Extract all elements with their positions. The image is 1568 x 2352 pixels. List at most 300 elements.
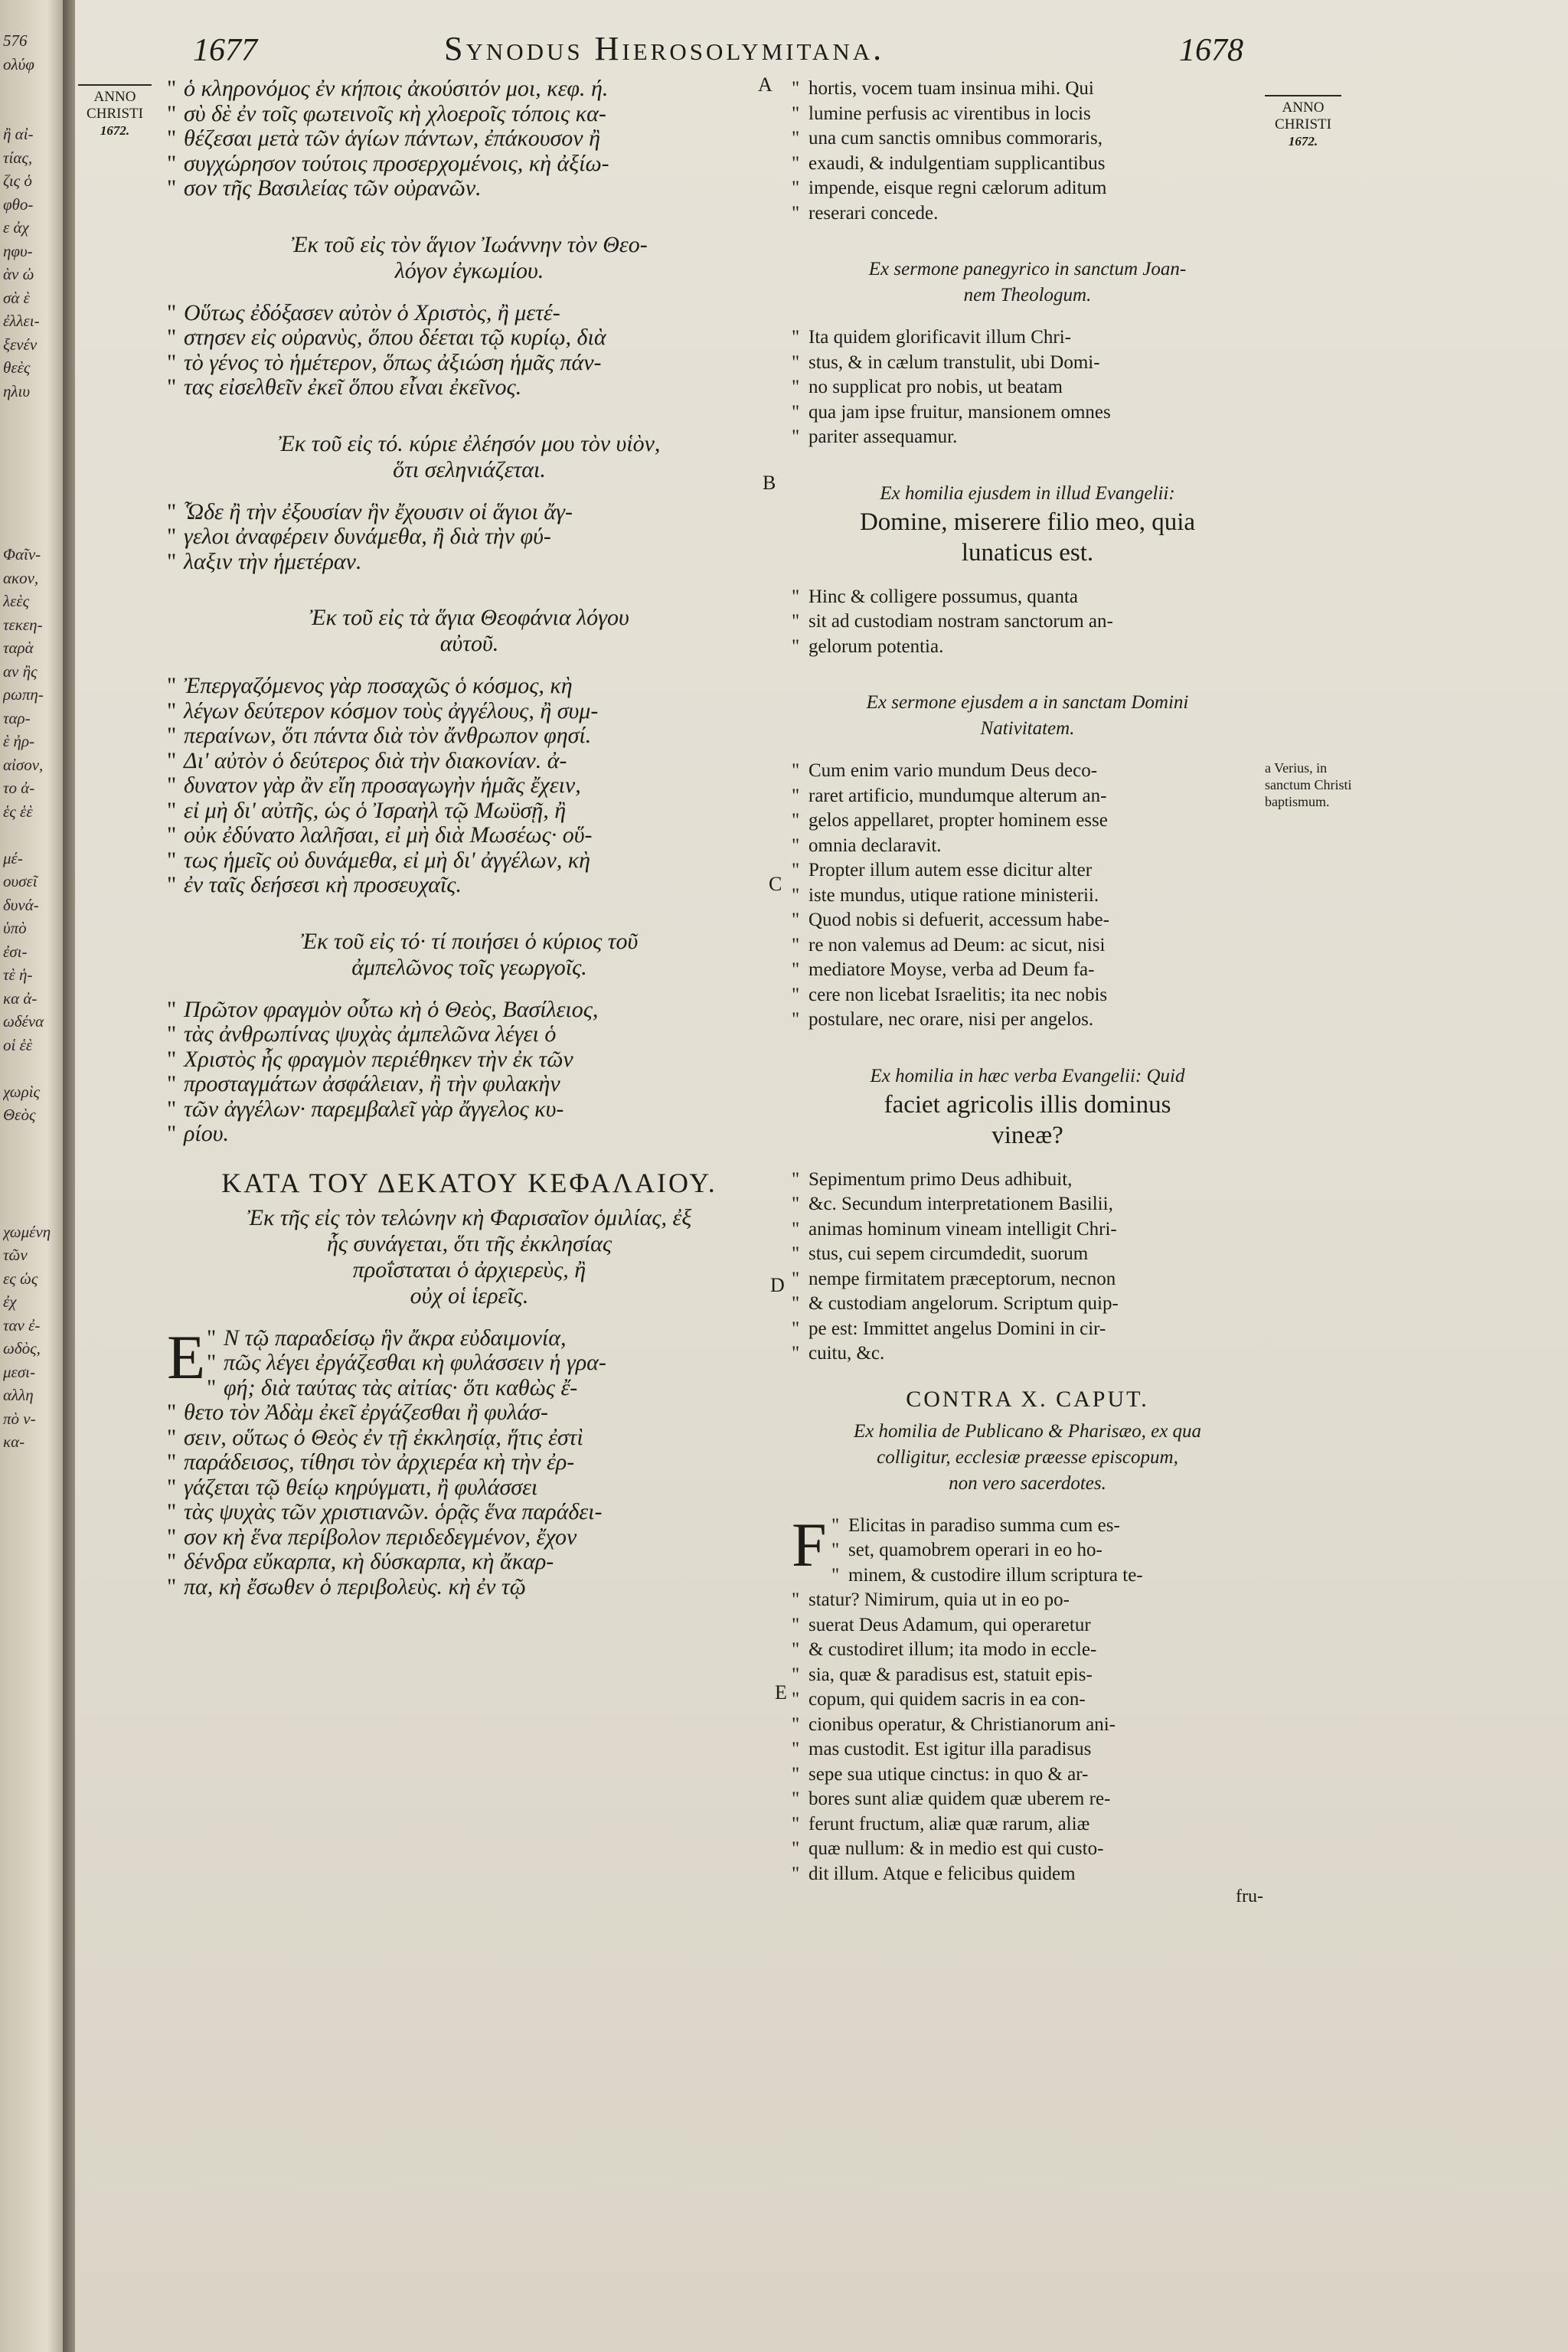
- christi-label: CHRISTI: [1275, 116, 1331, 132]
- quote-mark: ": [167, 997, 177, 1022]
- line-text: stus, cui sepem circumdedit, suorum: [808, 1243, 1089, 1264]
- greek-chapter-subtitle: [167, 1205, 772, 1309]
- line-text: Nativitatem.: [980, 718, 1075, 739]
- quote-mark: ": [167, 1425, 177, 1450]
- prev-page-fragment: κα ἀ-: [3, 988, 38, 1008]
- quote-mark: ": [792, 1863, 800, 1884]
- column-number-right: 1678: [1179, 33, 1243, 68]
- prev-page-fragment: [3, 403, 63, 426]
- quote-mark: ": [167, 151, 177, 176]
- line-text: pe est: Immittet angelus Domini in cir-: [808, 1318, 1106, 1339]
- line-text: εἰ μὴ δι' αὐτῆς, ὡς ὁ Ἰσραὴλ τῷ Μωϋσῇ, ἢ: [184, 798, 567, 823]
- prev-page-fragment: [3, 76, 63, 100]
- text-line: [792, 1787, 1263, 1812]
- text-line: [167, 1500, 772, 1525]
- quote-mark: ": [167, 1500, 177, 1524]
- quote-mark: ": [167, 798, 177, 823]
- line-text: lunaticus est.: [961, 538, 1094, 567]
- quote-mark: ": [792, 934, 800, 956]
- text-line: [792, 400, 1263, 426]
- quote-mark: ": [167, 549, 177, 574]
- text-line: [792, 1737, 1263, 1762]
- prev-page-fragment: τίας,: [3, 148, 33, 167]
- line-text: περαίνων, ὅτι πάντα διὰ τὸν ἄνθρωπον φησί.: [184, 724, 592, 748]
- latin-heading-5: [792, 1063, 1263, 1151]
- text-line: [167, 1097, 772, 1122]
- quote-mark: ": [792, 1689, 800, 1710]
- latin-column: [792, 77, 1263, 1907]
- quote-mark: ": [831, 1514, 840, 1536]
- text-line: [167, 457, 772, 483]
- quote-mark: ": [792, 1838, 800, 1859]
- text-line: [792, 1638, 1263, 1663]
- latin-chapter-subtitle: [792, 1419, 1263, 1497]
- line-text: ἧς συνάγεται, ὅτι τῆς ἐκκλησίας: [326, 1230, 612, 1256]
- quote-mark: ": [792, 1243, 800, 1264]
- prev-page-fragment: σὰ ὲ: [3, 288, 30, 307]
- line-text: minem, & custodire illum scriptura te-: [848, 1564, 1143, 1586]
- text-line: [792, 609, 1263, 635]
- prev-page-fragment: αἰσον,: [3, 755, 44, 774]
- line-text: Cum enim vario mundum Deus deco-: [808, 760, 1098, 781]
- greek-block-4: [167, 674, 772, 898]
- text-line: [167, 1283, 772, 1309]
- text-line: [792, 716, 1263, 742]
- line-text: προΐσταται ὁ ἀρχιερεὺς, ἢ: [352, 1256, 586, 1282]
- text-line: [792, 1663, 1263, 1688]
- line-text: τὰς ἀνθρωπίνας ψυχὰς ἀμπελῶνα λέγει ὁ: [184, 1022, 557, 1047]
- text-line: [207, 1351, 772, 1376]
- text-line: [167, 1575, 772, 1600]
- line-text: suerat Deus Adamum, qui operaretur: [808, 1614, 1091, 1635]
- latin-drop-cap: F: [792, 1509, 827, 1579]
- text-line: [792, 375, 1263, 400]
- line-text: αὐτοῦ.: [439, 631, 499, 656]
- line-text: λέγων δεύτερον κόσμον τοὺς ἀγγέλους, ἢ συμ-: [184, 698, 599, 724]
- line-text: statur? Nimirum, quia ut in eo po-: [808, 1589, 1070, 1610]
- text-line: [792, 283, 1263, 309]
- line-text: ἐν ταῖς δεήσεσι κὴ προσευχαῖς.: [184, 873, 462, 897]
- text-line: [792, 1217, 1263, 1243]
- line-text: ρίου.: [184, 1122, 230, 1146]
- prev-page-fragment: ὰν ὠ: [3, 265, 34, 283]
- text-line: [831, 1514, 1263, 1539]
- line-text: Ἐκ τοῦ εἰς τό· τί ποιήσει ὁ κύριος τοῦ: [300, 928, 639, 954]
- quote-mark: ": [792, 611, 800, 632]
- text-line: [167, 176, 772, 201]
- line-text: exaudi, & indulgentiam supplicantibus: [808, 152, 1106, 174]
- quote-mark: ": [167, 1524, 177, 1550]
- quote-mark: ": [167, 724, 177, 748]
- line-text: ferunt fructum, aliæ quæ rarum, aliæ: [808, 1813, 1090, 1834]
- text-line: [792, 1419, 1263, 1445]
- text-line: [167, 152, 772, 177]
- previous-page-fragments: [3, 29, 63, 1454]
- text-line: [167, 431, 772, 457]
- quote-mark: ": [167, 524, 177, 549]
- line-text: cionibus operatur, & Christianorum ani-: [808, 1713, 1116, 1735]
- column-number-left: 1677: [193, 33, 257, 68]
- text-line: [167, 1400, 772, 1426]
- line-text: τῶν ἀγγέλων· παρεμβαλεῖ γὰρ ἄγγελος κυ-: [184, 1096, 564, 1122]
- quote-mark: ": [792, 152, 800, 174]
- text-line: [167, 605, 772, 631]
- text-line: [167, 1072, 772, 1097]
- greek-block-6-lines: [167, 1321, 772, 1600]
- text-line: [792, 1713, 1263, 1738]
- text-line: [792, 983, 1263, 1008]
- line-text: οὐχ οἱ ἱερεῖς.: [410, 1282, 529, 1308]
- latin-heading-3-big: [792, 507, 1263, 568]
- line-text: Ex sermone panegyrico in sanctum Joan-: [868, 259, 1187, 279]
- line-text: ὅτι σεληνιάζεται.: [393, 456, 546, 482]
- prev-page-fragment: δυνά-: [3, 895, 39, 914]
- quote-mark: ": [792, 1813, 800, 1834]
- quote-mark: ": [167, 1072, 177, 1096]
- line-text: Ita quidem glorificavit illum Chri-: [808, 327, 1071, 348]
- latin-chapter-title: CONTRA X. CAPUT.: [906, 1386, 1149, 1412]
- line-text: τως ἡμεῖς οὐ δυνάμεθα, εἰ μὴ δι' ἀγγέλων, κὴ: [184, 848, 591, 873]
- quote-mark: ": [167, 873, 177, 897]
- latin-heading-2: [792, 256, 1263, 309]
- text-line: [792, 908, 1263, 933]
- quote-mark: ": [167, 375, 177, 400]
- line-text: set, quamobrem operari in eo ho-: [848, 1540, 1102, 1560]
- text-line: [792, 1862, 1263, 1887]
- text-line: [792, 958, 1263, 983]
- quote-mark: ": [792, 1639, 800, 1660]
- latin-block-3: [792, 585, 1263, 660]
- line-text: Domine, miserere filio meo, quia: [859, 508, 1196, 536]
- line-text: Ν τῷ παραδείσῳ ἣν ἄκρα εὐδαιμονία,: [224, 1325, 567, 1351]
- text-line: [167, 325, 772, 351]
- text-line: [207, 1376, 772, 1401]
- prev-page-fragment: ακον,: [3, 568, 39, 587]
- quote-mark: ": [792, 1788, 800, 1809]
- line-text: φή; διὰ ταύτας τὰς αἰτίας· ὅτι καθὼς ἔ-: [224, 1375, 578, 1400]
- text-line: [792, 1762, 1263, 1788]
- quote-mark: ": [792, 1589, 800, 1610]
- prev-page-fragment: [3, 1197, 63, 1220]
- text-line: [167, 232, 772, 258]
- quote-mark: ": [792, 351, 800, 373]
- margin-letter-b: B: [763, 472, 776, 494]
- prev-page-fragment: ὲ ἠρ-: [3, 732, 35, 750]
- quote-mark: ": [792, 377, 800, 397]
- line-text: colligitur, ecclesiæ præesse episcopum,: [877, 1446, 1178, 1468]
- text-line: [792, 1063, 1263, 1089]
- text-line: [167, 1022, 772, 1047]
- quote-mark: ": [792, 103, 800, 124]
- prev-page-fragment: ολύφ: [3, 54, 34, 74]
- line-text: Χριστὸς ἧς φραγμὸν περιέθηκεν τὴν ἐκ τῶν: [184, 1047, 573, 1072]
- prev-page-fragment: ξενέν: [3, 335, 38, 354]
- text-line: [792, 1471, 1263, 1497]
- line-text: πῶς λέγει ἐργάζεσθαι κὴ φυλάσσειν ἡ γρα-: [224, 1351, 606, 1375]
- text-line: [792, 1008, 1263, 1033]
- quote-mark: ": [792, 1293, 800, 1314]
- text-line: [792, 1267, 1263, 1292]
- line-text: Ἐκ τοῦ εἰς τὰ ἅγια Θεοφάνια λόγου: [309, 605, 629, 630]
- line-text: iste mundus, utique ratione ministerii.: [808, 884, 1099, 906]
- line-text: σον τῆς Βασιλείας τῶν οὐρανῶν.: [184, 176, 482, 201]
- prev-page-fragment: ταρ-: [3, 708, 31, 727]
- quote-mark: ": [167, 101, 177, 126]
- text-line: [167, 955, 772, 981]
- quote-mark: ": [792, 1713, 800, 1735]
- line-text: δένδρα εὔκαρπα, κὴ δύσκαρπα, κὴ ἄκαρ-: [184, 1550, 554, 1574]
- quote-mark: ": [207, 1325, 217, 1351]
- quote-mark: ": [167, 823, 177, 848]
- prev-page-fragment: ηφυ-: [3, 241, 33, 260]
- anno-year: 1672.: [100, 123, 130, 138]
- text-line: [792, 152, 1263, 177]
- text-line: [167, 724, 772, 749]
- prev-page-fragment: κα-: [3, 1432, 25, 1451]
- text-line: [167, 1426, 772, 1451]
- greek-block-1: [167, 77, 772, 201]
- text-line: [167, 351, 772, 376]
- greek-block-5: [167, 998, 772, 1147]
- quote-mark: ": [792, 202, 800, 224]
- line-text: δυνατον γὰρ ἂν εἴη προσαγωγὴν ἡμᾶς ἔχειν,: [184, 773, 581, 798]
- line-text: Ex homilia in hæc verba Evangelii: Quid: [870, 1065, 1185, 1086]
- line-text: nempe firmitatem præceptorum, necnon: [808, 1268, 1116, 1289]
- prev-page-fragment: [3, 100, 63, 123]
- quote-mark: ": [792, 1664, 800, 1685]
- prev-page-fragment: [3, 520, 63, 544]
- greek-column: [167, 77, 772, 1599]
- line-text: postulare, nec orare, nisi per angelos.: [808, 1009, 1094, 1030]
- quote-mark: ": [167, 1574, 177, 1599]
- line-text: Ἐκ τῆς εἰς τὸν τελώνην κὴ Φαρισαῖον ὁμιλίας, ἐξ: [247, 1204, 692, 1230]
- text-line: [792, 325, 1263, 351]
- text-line: [792, 1837, 1263, 1862]
- text-line: [792, 933, 1263, 959]
- prev-page-fragment: ἑς ἑὲ: [3, 802, 33, 821]
- line-text: παράδεισος, τίθησι τὸν ἀρχιερέα κὴ τὴν ἐρ-: [184, 1450, 575, 1475]
- line-text: una cum sanctis omnibus commoraris,: [808, 128, 1102, 149]
- line-text: Οὕτως ἐδόξασεν αὐτὸν ὁ Χριστὸς, ἢ μετέ-: [184, 300, 560, 325]
- latin-block-1: [792, 77, 1263, 226]
- line-text: Quod nobis si defuerit, accessum habe-: [808, 910, 1109, 930]
- prev-page-fragment: αν ἢς: [3, 662, 38, 681]
- prev-page-fragment: [3, 496, 63, 520]
- line-text: reserari concede.: [808, 202, 939, 224]
- line-text: Ex homilia de Publicano & Pharisæo, ex qua: [853, 1420, 1202, 1442]
- line-text: ὁ κληρονόμος ἐν κήποις ἀκούσιτόν μοι, κεφ. ή.: [184, 77, 609, 101]
- line-text: re non valemus ad Deum: ac sicut, nisi: [808, 934, 1106, 956]
- text-line: [167, 848, 772, 874]
- text-line: [167, 674, 772, 699]
- text-line: [167, 773, 772, 799]
- text-line: [167, 873, 772, 898]
- quote-mark: ": [207, 1375, 217, 1400]
- quote-mark: ": [167, 748, 177, 773]
- text-line: [792, 759, 1263, 784]
- margin-letter-c: C: [769, 873, 782, 895]
- quote-mark: ": [792, 959, 800, 980]
- line-text: ἀμπελῶνος τοῖς γεωργοῖς.: [351, 954, 587, 980]
- prev-page-fragment: ωδὸς,: [3, 1339, 41, 1357]
- quote-mark: ": [207, 1351, 217, 1375]
- line-text: Propter illum autem esse dicitur alter: [808, 860, 1093, 880]
- line-text: Πρῶτον φραγμὸν οὗτω κὴ ὁ Θεὸς, Βασίλειος,: [184, 997, 599, 1022]
- prev-page-fragment: ταν ἐ-: [3, 1315, 41, 1334]
- quote-mark: ": [167, 176, 177, 201]
- text-line: [167, 749, 772, 774]
- text-line: [167, 301, 772, 326]
- latin-block-5: [792, 1168, 1263, 1367]
- quote-mark: ": [792, 910, 800, 930]
- text-line: [167, 500, 772, 525]
- line-text: Sepimentum primo Deus adhibuit,: [808, 1168, 1073, 1190]
- line-text: omnia declaravit.: [808, 835, 942, 856]
- quote-mark: ": [167, 773, 177, 798]
- quote-mark: ": [792, 327, 800, 348]
- prev-page-fragment: [3, 449, 63, 473]
- text-line: [792, 1341, 1263, 1367]
- quote-mark: ": [792, 1763, 800, 1785]
- line-text: & custodiam angelorum. Scriptum quip-: [808, 1293, 1119, 1314]
- greek-block-2: [167, 301, 772, 400]
- running-title: Synodus Hierosolymitana.: [444, 30, 885, 67]
- text-line: [167, 799, 772, 824]
- quote-mark: ": [792, 860, 800, 880]
- anno-year: 1672.: [1288, 134, 1318, 149]
- prev-page-fragment: [3, 1127, 63, 1151]
- quote-mark: ": [167, 1475, 177, 1500]
- line-text: τὰς ψυχὰς τῶν χριστιανῶν. ὁρᾷς ἕνα παράδει-: [184, 1500, 603, 1524]
- text-line: [792, 351, 1263, 376]
- text-line: [792, 77, 1263, 102]
- prev-page-fragment: ἢ αἰ-: [3, 125, 34, 143]
- quote-mark: ": [167, 300, 177, 325]
- prev-page-fragment: πὸ ν-: [3, 1409, 36, 1428]
- quote-mark: ": [831, 1540, 840, 1560]
- line-text: τὸ γένος τὸ ἡμέτερον, ὅπως ἀξιώση ἡμᾶς πάν-: [184, 350, 602, 375]
- prev-page-fragment: τῶν: [3, 1246, 28, 1264]
- text-line: [167, 1122, 772, 1147]
- prev-page-fragment: φθο-: [3, 194, 34, 214]
- quote-mark: ": [792, 760, 800, 781]
- text-line: [792, 537, 1263, 568]
- prev-page-fragment: ταρὰ: [3, 639, 34, 657]
- line-text: dit illum. Atque e felicibus quidem: [808, 1863, 1076, 1884]
- quote-mark: ": [792, 1009, 800, 1030]
- line-text: γελοι ἀναφέρειν δυνάμεθα, ἢ διὰ τὴν φύ-: [184, 524, 551, 549]
- quote-mark: ": [167, 848, 177, 873]
- line-text: mediatore Moyse, verba ad Deum fa-: [808, 959, 1095, 980]
- sidenote: a Verius, in sanctum Christi baptismum.: [1265, 760, 1352, 809]
- prev-page-fragment: ουσεῖ: [3, 872, 38, 890]
- line-text: σον κὴ ἕνα περίβολον περιδεδεγμένον, ἔχον: [184, 1524, 577, 1550]
- quote-mark: ": [167, 698, 177, 724]
- latin-heading-4: [792, 690, 1263, 742]
- prev-page-fragment: [3, 1174, 63, 1197]
- line-text: sit ad custodiam nostram sanctorum an-: [808, 611, 1113, 632]
- text-line: [792, 126, 1263, 152]
- quote-mark: ": [167, 1022, 177, 1047]
- latin-heading-5-big: [792, 1089, 1263, 1151]
- text-line: [792, 1242, 1263, 1267]
- line-text: Ex homilia ejusdem in illud Evangelii:: [880, 482, 1175, 504]
- prev-page-fragment: μέ-: [3, 848, 23, 867]
- text-line: [167, 1257, 772, 1283]
- quote-mark: ": [792, 426, 800, 447]
- line-text: mas custodit. Est igitur illa paradisus: [808, 1739, 1092, 1759]
- prev-page-fragment: τεκεη-: [3, 615, 43, 634]
- text-line: [831, 1538, 1263, 1563]
- quote-mark: ": [167, 126, 177, 151]
- text-line: [167, 929, 772, 955]
- quote-mark: ": [792, 1168, 800, 1190]
- text-line: [792, 858, 1263, 884]
- latin-heading-5-line: [792, 1063, 1263, 1089]
- latin-heading-3: [792, 481, 1263, 568]
- text-line: [792, 1445, 1263, 1471]
- prev-page-fragment: ἐλλει-: [3, 312, 40, 330]
- line-text: faciet agricolis illis dominus: [884, 1090, 1171, 1119]
- text-line: [792, 1613, 1263, 1638]
- line-text: stus, & in cælum transtulit, ubi Domi-: [808, 351, 1100, 373]
- line-text: προσταγμάτων ἀσφάλειαν, ἢ τὴν φυλακὴν: [184, 1072, 560, 1096]
- quote-mark: ": [167, 1047, 177, 1072]
- line-text: & custodiret illum; ita modo in eccle-: [808, 1639, 1097, 1660]
- text-line: [792, 1812, 1263, 1838]
- text-line: [167, 1475, 772, 1501]
- text-line: [167, 1450, 772, 1475]
- text-line: [167, 375, 772, 400]
- text-line: [831, 1563, 1263, 1589]
- text-line: [792, 1588, 1263, 1613]
- quote-mark: ": [792, 1194, 800, 1214]
- line-text: qua jam ipse fruitur, mansionem omnes: [808, 401, 1111, 423]
- line-text: συγχώρησον τούτοις προσερχομένοις, κὴ ἀξίω-: [184, 151, 609, 176]
- prev-page-fragment: ἐσι-: [3, 942, 28, 961]
- quote-mark: ": [792, 1318, 800, 1339]
- text-line: [792, 176, 1263, 201]
- line-text: gelorum potentia.: [808, 635, 944, 657]
- prev-page-fragment: ζις ὁ: [3, 172, 32, 190]
- prev-page-fragment: αλλη: [3, 1386, 34, 1404]
- margin-letter-a: A: [758, 74, 773, 96]
- line-text: copum, qui quidem sacris in ea con-: [808, 1689, 1086, 1710]
- text-line: [167, 102, 772, 127]
- line-text: Ἐπεργαζόμενος γὰρ ποσαχῶς ὁ κόσμος, κὴ: [184, 674, 573, 698]
- line-text: hortis, vocem tuam insinua mihi. Qui: [808, 78, 1094, 99]
- text-line: [792, 481, 1263, 507]
- prev-page-fragment: ες ὡς: [3, 1269, 38, 1288]
- margin-letter-d: D: [770, 1274, 785, 1296]
- prev-page-fragment: [3, 1150, 63, 1174]
- greek-heading-5: [167, 929, 772, 981]
- quote-mark: ": [792, 1268, 800, 1289]
- prev-page-fragment: το ἀ-: [3, 779, 35, 797]
- line-text: animas hominum vineam intelligit Chri-: [808, 1218, 1117, 1240]
- prev-page-fragment: χωρὶς: [3, 1082, 41, 1101]
- christi-label: CHRISTI: [87, 106, 143, 122]
- text-line: [167, 823, 772, 848]
- line-text: raret artificio, mundumque alterum an-: [808, 785, 1107, 806]
- prev-page-fragment: [3, 473, 63, 497]
- line-text: cere non licebat Israelitis; ita nec nobis: [808, 984, 1108, 1005]
- text-line: [792, 256, 1263, 283]
- quote-mark: ": [792, 1614, 800, 1635]
- line-text: Δι' αὐτὸν ὁ δεύτερος διὰ τὴν διακονίαν. ἀ-: [184, 748, 567, 773]
- text-line: [792, 1292, 1263, 1317]
- quote-mark: ": [792, 984, 800, 1005]
